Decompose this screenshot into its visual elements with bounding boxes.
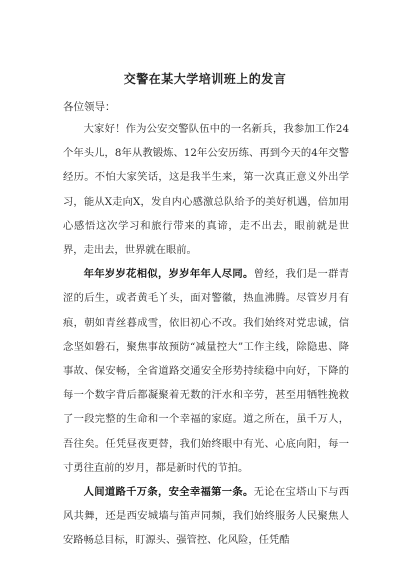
document-body xyxy=(63,117,349,553)
paragraph-1-text: 大家好！作为公安交警队伍中的一名新兵，我参加工作24个年头儿，8年从教锻炼、12年公安历练、再到今天的4年交警经历。不怕大家笑话，这是我半生来，第一次真正意义外出学习，能从X走向X，发自内心感激总队给予的美好机遇，倍加用心感悟这次学习和旅行带来的真谛，走不出去，眼前就是世界，走出去，世界就在眼前。 xyxy=(63,123,349,257)
salutation: 各位领导： xyxy=(63,101,116,113)
paragraph-2-lead: 年年岁岁花相似，岁岁年年人尽同。 xyxy=(83,268,254,281)
paragraph-2-text: 曾经，我们是一群青涩的后生，或者黄毛丫头，面对警徽，热血沸腾。尽管岁月有痕，朝如青丝暮成雪，依旧初心不改。我们始终对党忠诚，信念坚如磐石，聚焦事故预防“减量控大”工作主线，除隐患、降事故、保安畅，全省道路交通安全形势持续稳中向好，下降的每一个数字背后都凝聚着无数的汗水和辛劳，甚至用牺牲挽救了一段完整的生命和一个幸福的家庭。道之所在，虽千万人，吾往矣。任凭昼夜更替，我们始终眼中有光、心底向阳，每一寸勇往直前的岁月，都是新时代的节拍。 xyxy=(63,268,350,474)
paragraph-3 xyxy=(63,480,349,553)
paragraph-3-text: 无论在宝塔山下与西风共舞，还是西安城墙与笛声同频，我们始终服务人民聚焦人安路畅总目标，盯源头、强管控、化风险，任凭酷 xyxy=(63,486,350,547)
document-title: 交警在某大学培训班上的发言 xyxy=(123,72,287,86)
paragraph-3-lead: 人间道路千万条，安全幸福第一条。 xyxy=(83,486,254,499)
paragraph-2 xyxy=(63,262,349,480)
paragraph-1 xyxy=(63,117,349,262)
